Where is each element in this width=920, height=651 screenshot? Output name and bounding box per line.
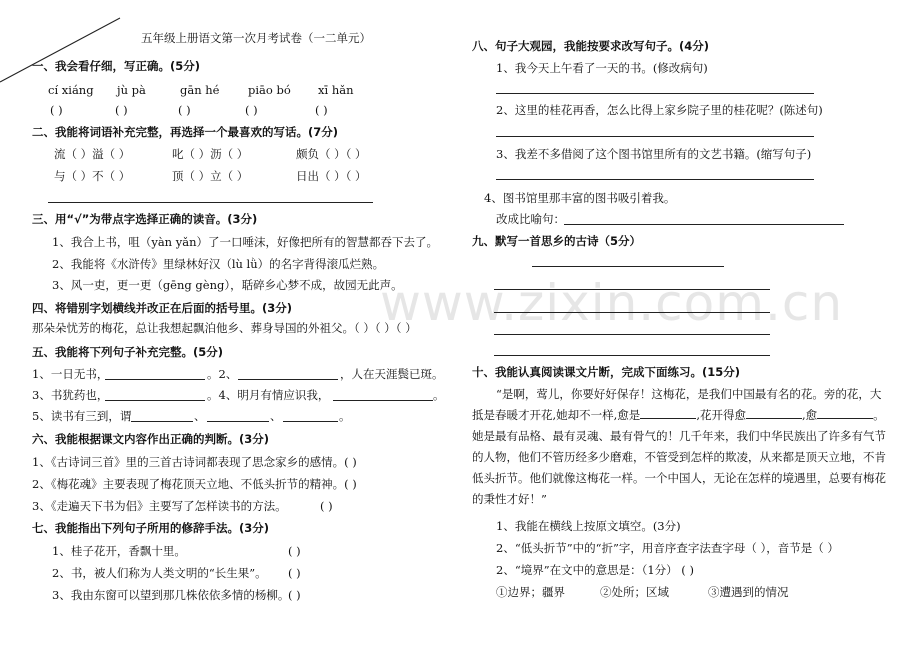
option-3[interactable]: ③遭遇到的情况 [708,585,789,599]
section-2-heading: 二、我能将词语补充完整，再选择一个最喜欢的写话。(7分) [32,125,339,139]
passage-part-a: “是啊，莺儿，你要好好保存！这梅花，是我们中国最有名的花。旁的花，大抵是春暖才开花,她却不一样,愈是 [472,387,882,422]
section-7-heading: 七、我能指出下列句子所用的修辞手法。(3分) [32,521,270,535]
fill-1-end: ，人在天涯鬓已斑。 [340,367,444,381]
poem-line-1[interactable] [494,289,770,290]
passage-blank-3[interactable] [817,406,873,419]
pronunciation-item-2: 2、我能将《水浒传》里绿林好汉（lù lǜ）的名字背得滚瓜烂熟。 [52,257,385,271]
rewrite-item-4: 4、图书馆里那丰富的图书吸引着我。 [484,191,676,205]
metaphor-label: 改成比喻句： [496,212,565,226]
judgement-item-1: 1、《古诗词三首》里的三首古诗词都表现了思念家乡的感情。( ) [32,455,357,469]
fill-1-mid: 。2、 [207,367,238,381]
section-4-heading: 四、将错别字划横线并改正在后面的括号里。(3分) [32,301,293,315]
passage-part-c: ,愈 [801,408,818,422]
word-fill-6: 日出（ ）（ ） [296,169,367,183]
pinyin-2: jù pà [117,83,146,97]
judgement-bracket-3[interactable]: ( ) [320,499,333,513]
fill-3-sep2: 、 [270,409,282,423]
answer-bracket-5[interactable]: ( ) [315,103,328,117]
passage-part-d: 。她是最有品格、最有灵魂、最有骨气的！几千年来，我们中华民族出了许多有气节的人物，他们不管历经多少磨难，不管受到怎样的欺凌，从来都是顶天立地，不肯低头折节。他们就像这梅花一样。一个中国人，无论在怎样的境遇里，总要有梅花的秉性才好！” [472,408,886,506]
word-fill-2: 叱（ ）沥（ ） [172,147,249,161]
fill-3-sep1: 、 [194,409,206,423]
option-1[interactable]: ①边界；疆界 [496,585,565,599]
fill-2-start: 3、书犹药也， [32,388,109,402]
rewrite-line-2[interactable] [496,136,814,137]
section-6-heading: 六、我能根据课文内容作出正确的判断。(3分) [32,432,270,446]
passage-blank-2[interactable] [746,406,802,419]
fill-1-start: 1、一日无书， [32,367,109,381]
answer-bracket-1[interactable]: ( ) [50,103,63,117]
poem-line-4[interactable] [494,355,770,356]
answer-bracket-4[interactable]: ( ) [245,103,258,117]
metaphor-line[interactable] [564,224,844,225]
answer-bracket-3[interactable]: ( ) [178,103,191,117]
rewrite-item-3: 3、我差不多借阅了这个图书馆里所有的文艺书籍。(缩写句子) [496,147,812,161]
fill-blank-2[interactable] [238,379,338,380]
reading-passage [472,384,892,510]
exam-title: 五年级上册语文第一次月考试卷（一二单元） [141,31,371,45]
reading-question-1: 1、我能在横线上按原文填空。(3分) [496,519,681,533]
rewrite-line-1[interactable] [496,93,814,94]
rhetoric-bracket-3[interactable]: ( ) [288,588,301,602]
rhetoric-item-1: 1、桂子花开，香飘十里。 [52,544,186,558]
rhetoric-bracket-2[interactable]: ( ) [288,566,301,580]
word-fill-3: 颇负（ ）（ ） [296,147,367,161]
watermark: www.zixin.com.cn [380,274,844,332]
fill-2-end: 。 [433,388,445,402]
word-fill-1: 流（ ）溢（ ） [54,147,131,161]
section-10-heading: 十、我能认真阅读课文片断，完成下面练习。(15分) [472,365,741,379]
rewrite-item-1: 1、我今天上午看了一天的书。(修改病句) [496,61,708,75]
fill-blank-4[interactable] [333,400,433,401]
rhetoric-item-2: 2、书，被人们称为人类文明的“长生果”。 [52,566,267,580]
poem-line-3[interactable] [494,334,770,335]
pronunciation-item-3: 3、风一吏，更一更（gēng gèng），聒碎乡心梦不成，故园无此声。 [52,278,403,292]
rewrite-item-2: 2、这里的桂花再香，怎么比得上家乡院子里的桂花呢？(陈述句) [496,103,823,117]
pinyin-5: xī hǎn [318,83,354,97]
rhetoric-item-3: 3、我由东窗可以望到那几株依依多情的杨柳。 [52,588,290,602]
fill-3-start: 5、读书有三到，谓 [32,409,132,423]
fill-2-mid: 。4、明月有情应识我， [207,388,330,402]
reading-question-2: 2、“低头折节”中的“折”字，用音序查字法查字母（ ），音节是（ ） [496,541,839,555]
word-fill-5: 顶（ ）立（ ） [172,169,249,183]
answer-bracket-2[interactable]: ( ) [115,103,128,117]
fill-blank-6[interactable] [207,421,269,422]
poem-line-2[interactable] [494,312,770,313]
writing-line[interactable] [48,202,373,203]
rewrite-line-3[interactable] [496,179,814,180]
section-5-heading: 五、我能将下列句子补充完整。(5分) [32,345,224,359]
pinyin-3: gān hé [180,83,220,97]
section-9-heading: 九、默写一首思乡的古诗（5分） [472,234,641,248]
section-1-heading: 一、我会看仔细，写正确。(5分) [32,59,201,73]
rhetoric-bracket-1[interactable]: ( ) [288,544,301,558]
option-2[interactable]: ②处所；区域 [600,585,669,599]
pronunciation-item-1: 1、我合上书，咀（yàn yǎn）了一口唾沫，好像把所有的智慧都吞下去了。 [52,235,438,249]
fill-blank-7[interactable] [283,421,338,422]
judgement-item-3: 3、《走遍天下书为侣》主要写了怎样读书的方法。 [32,499,287,513]
poem-title-line[interactable] [532,266,724,267]
typo-sentence: 那朵朵忧芳的梅花，总让我想起飘泊他乡、葬身导国的外祖父。（ ）（ ）（ ） [32,321,417,335]
judgement-item-2: 2、《梅花魂》主要表现了梅花顶天立地、不低头折节的精神。( ) [32,477,357,491]
fill-blank-3[interactable] [105,400,205,401]
section-3-heading: 三、用“√”为带点字选择正确的读音。(3分) [32,212,258,226]
fill-blank-5[interactable] [131,421,193,422]
fill-blank-1[interactable] [105,379,205,380]
word-fill-4: 与（ ）不（ ） [54,169,131,183]
fill-3-end: 。 [339,409,351,423]
pinyin-1: cí xiáng [48,83,94,97]
pinyin-4: piāo bó [248,83,291,97]
passage-blank-1[interactable] [640,406,696,419]
section-8-heading: 八、句子大观园，我能按要求改写句子。(4分) [472,39,710,53]
passage-part-b: ,花开得愈 [696,408,746,422]
reading-question-3: 2、“境界”在文中的意思是：（1分） ( ) [496,563,694,577]
